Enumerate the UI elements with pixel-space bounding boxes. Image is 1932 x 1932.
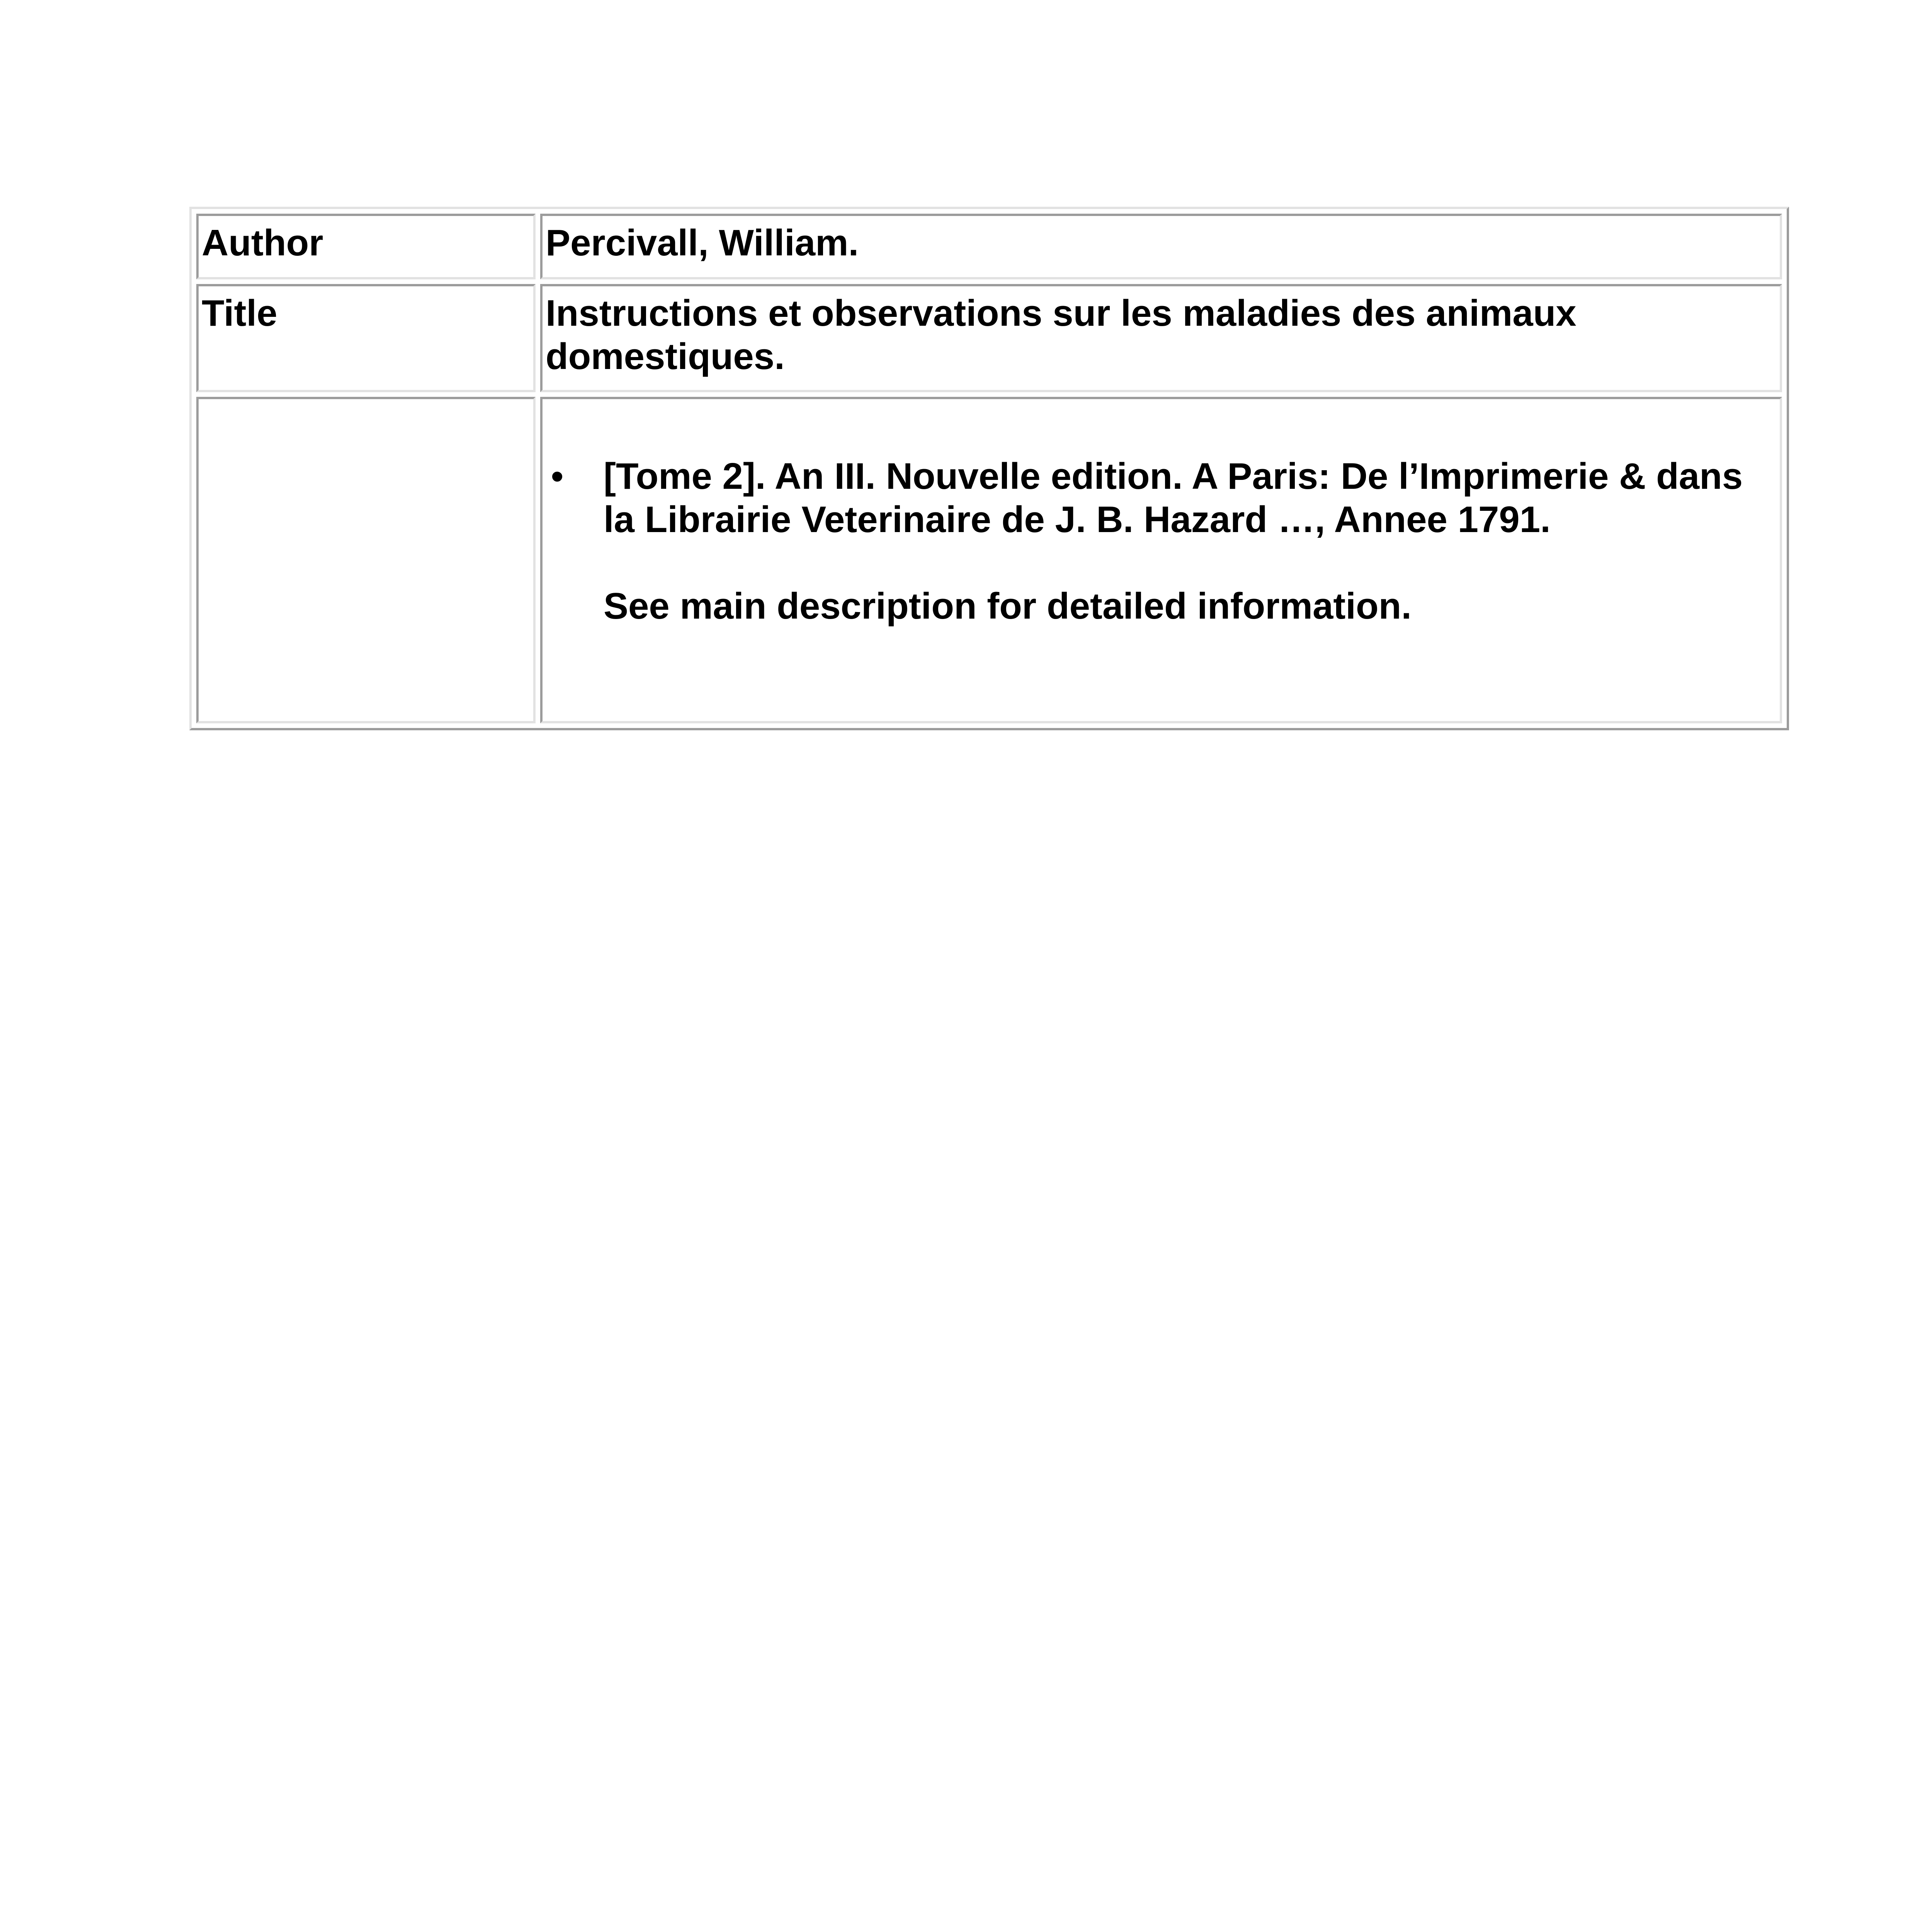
holdings-list <box>546 455 1777 628</box>
holding-note: See main description for detailed information. <box>604 585 1412 627</box>
record-table <box>189 207 1789 730</box>
list-item <box>551 455 1777 628</box>
holdings-cell <box>540 397 1782 723</box>
author-row <box>196 214 1782 279</box>
holdings-label <box>196 397 536 723</box>
title-label: Title <box>196 284 536 392</box>
holdings-row <box>196 397 1782 723</box>
title-row <box>196 284 1782 392</box>
holding-text: [Tome 2]. An III. Nouvelle edition. A Paris: De l’Imprimerie & dans la Librairie Veterinaire de J. B. Hazard …, Annee 1791. <box>604 456 1743 540</box>
bullet-icon: • <box>551 456 564 497</box>
author-value: Percivall, William. <box>540 214 1782 279</box>
title-value: Instructions et observations sur les maladies des animaux domestiques. <box>540 284 1782 392</box>
author-label: Author <box>196 214 536 279</box>
